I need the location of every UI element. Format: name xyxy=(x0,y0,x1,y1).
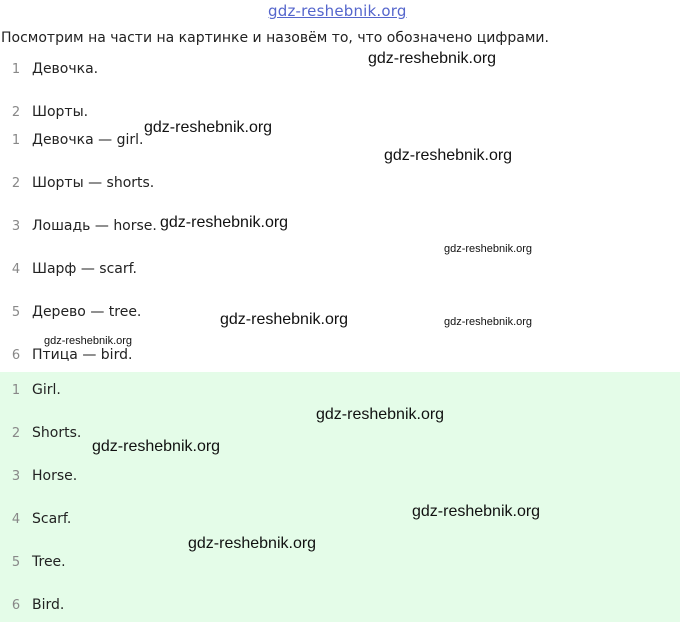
watermark: gdz-reshebnik.org xyxy=(412,503,541,520)
item-text: Дерево — tree. xyxy=(32,304,142,320)
answer-item xyxy=(0,422,81,444)
list-item xyxy=(0,301,141,323)
item-text: Tree. xyxy=(32,554,66,570)
item-number: 3 xyxy=(11,218,21,234)
watermark: gdz-reshebnik.org xyxy=(384,147,513,164)
item-number: 1 xyxy=(11,382,21,398)
list-item xyxy=(0,129,143,151)
item-number: 5 xyxy=(11,304,21,320)
list-item xyxy=(0,58,98,80)
item-number: 3 xyxy=(11,468,21,484)
watermark: gdz-reshebnik.org xyxy=(144,119,273,136)
item-text: Птица — bird. xyxy=(32,347,133,363)
item-text: Horse. xyxy=(32,468,78,484)
list-item xyxy=(0,172,154,194)
watermark: gdz-reshebnik.org xyxy=(444,316,533,328)
answer-item xyxy=(0,379,61,401)
item-number: 6 xyxy=(11,597,21,613)
watermark: gdz-reshebnik.org xyxy=(160,214,289,231)
item-text: Девочка — girl. xyxy=(32,132,144,148)
answer-item xyxy=(0,465,77,487)
item-number: 5 xyxy=(11,554,21,570)
item-text: Scarf. xyxy=(32,511,72,527)
watermark: gdz-reshebnik.org xyxy=(316,406,445,423)
item-text: Шорты — shorts. xyxy=(32,175,155,191)
item-number: 1 xyxy=(11,61,21,77)
watermark: gdz-reshebnik.org xyxy=(92,438,221,455)
task-intro-text: Посмотрим на части на картинке и назовём то, что обозначено цифрами. xyxy=(1,30,549,46)
item-number: 1 xyxy=(11,132,21,148)
item-text: Лошадь — horse. xyxy=(32,218,157,234)
item-number: 2 xyxy=(11,104,21,120)
item-text: Шорты. xyxy=(32,104,89,120)
watermark: gdz-reshebnik.org xyxy=(368,50,497,67)
item-text: Girl. xyxy=(32,382,61,398)
item-text: Шарф — scarf. xyxy=(32,261,137,277)
answer-item xyxy=(0,594,64,616)
answer-item xyxy=(0,551,66,573)
watermark: gdz-reshebnik.org xyxy=(220,311,349,328)
list-item xyxy=(0,344,132,366)
item-text: Bird. xyxy=(32,597,65,613)
list-item xyxy=(0,258,137,280)
item-text: Девочка. xyxy=(32,61,99,77)
item-number: 4 xyxy=(11,511,21,527)
item-number: 2 xyxy=(11,425,21,441)
list-item xyxy=(0,215,157,237)
item-number: 2 xyxy=(11,175,21,191)
item-text: Shorts. xyxy=(32,425,82,441)
item-number: 4 xyxy=(11,261,21,277)
list-item xyxy=(0,101,88,123)
item-number: 6 xyxy=(11,347,21,363)
answer-item xyxy=(0,508,71,530)
watermark: gdz-reshebnik.org xyxy=(188,535,317,552)
watermark: gdz-reshebnik.org xyxy=(444,243,533,255)
site-watermark-header[interactable]: gdz-reshebnik.org xyxy=(268,2,407,20)
watermark: gdz-reshebnik.org xyxy=(44,335,133,347)
